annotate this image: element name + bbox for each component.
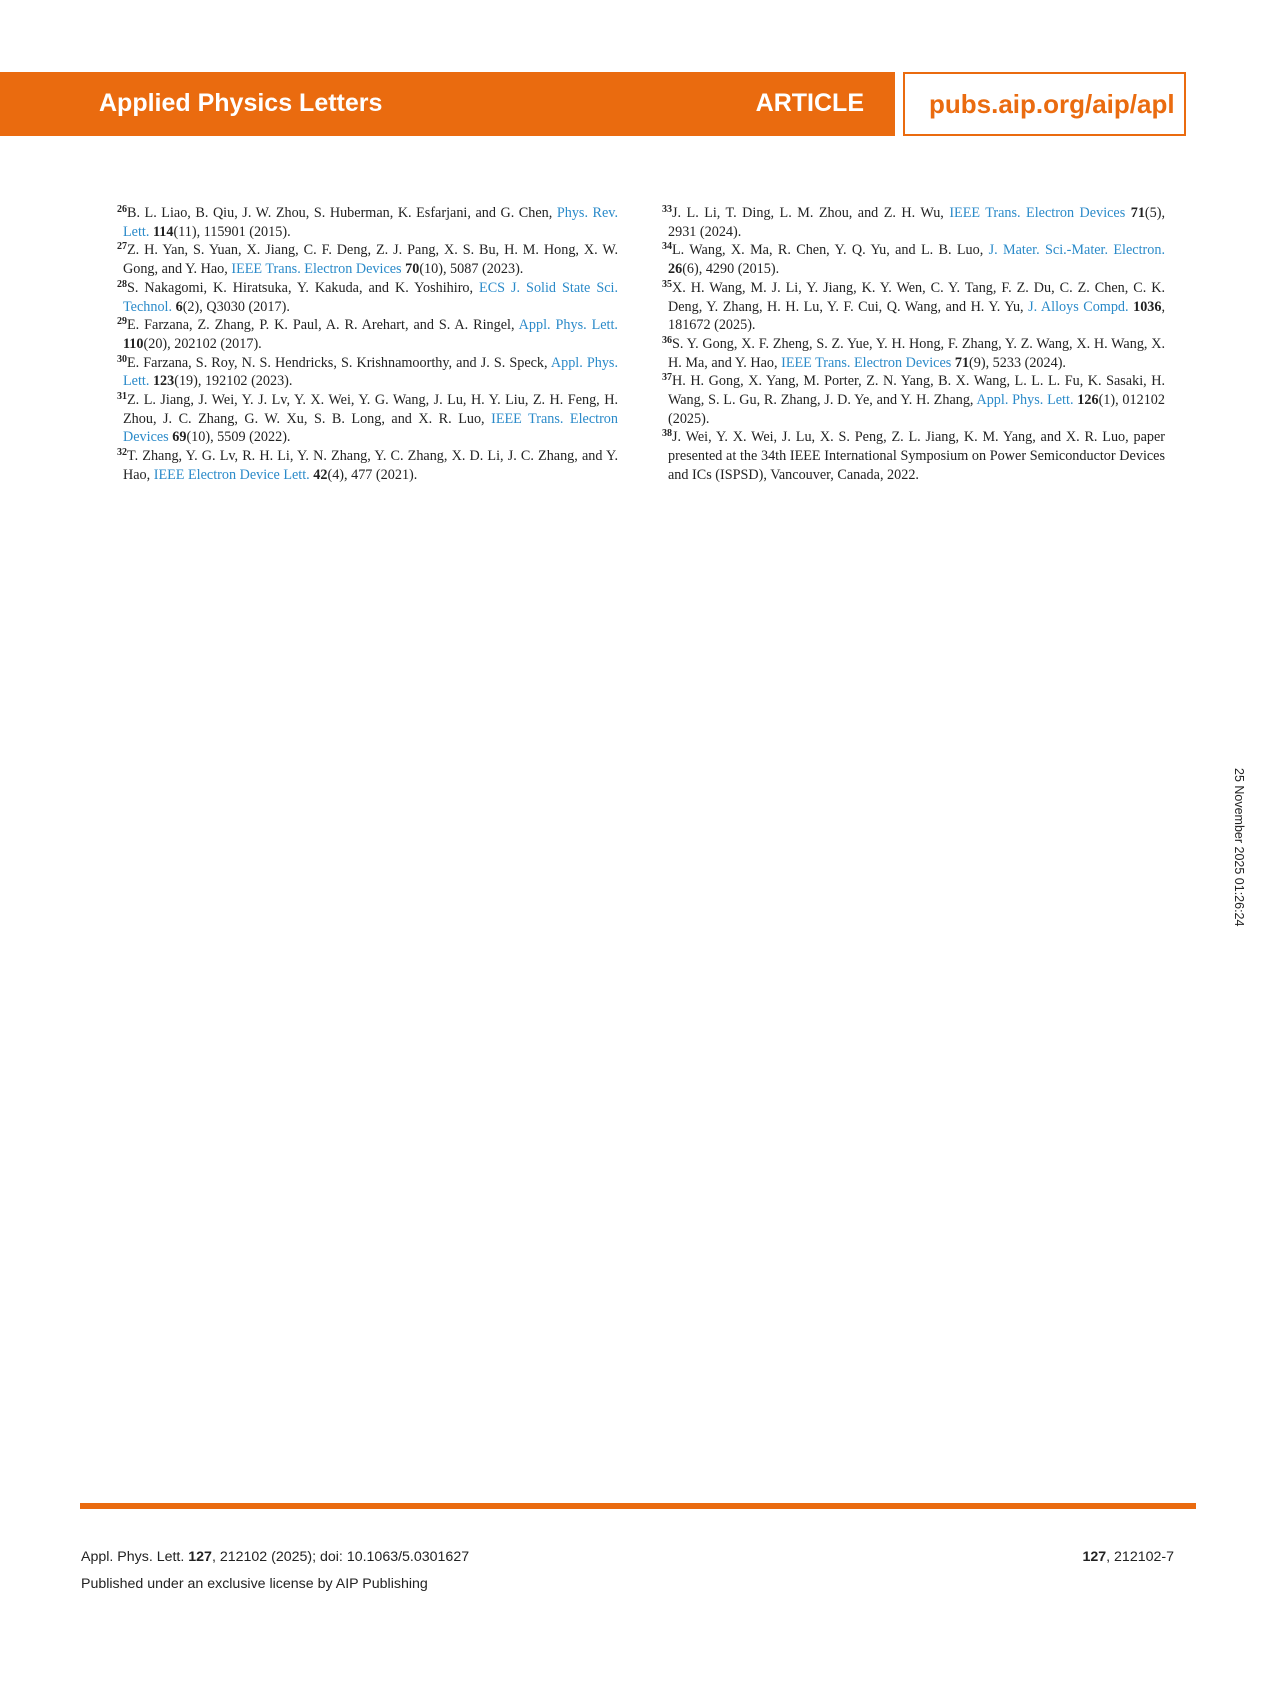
reference-details: (9), 5233 (2024).: [969, 354, 1066, 371]
footer-citation-volume: 127: [188, 1549, 212, 1565]
reference-item: [117, 353, 618, 391]
reference-volume: 69: [172, 429, 187, 446]
reference-details: (4), 477 (2021).: [327, 466, 418, 483]
reference-item: [117, 278, 618, 316]
article-label: ARTICLE: [755, 89, 864, 117]
reference-volume: 70: [405, 261, 420, 278]
reference-authors: J. Wei, Y. X. Wei, J. Lu, X. S. Peng, Z. L. Jiang, K. M. Yang, and X. R. Luo, paper presented at the 34th IEEE International Symposium on Power Semiconductor Devices and ICs (ISPSD), Vancouver, Canada, 2022.: [668, 429, 1165, 483]
references-right-column: [662, 204, 1166, 485]
reference-item: [117, 391, 618, 447]
reference-authors: L. Wang, X. Ma, R. Chen, Y. Q. Yu, and L. B. Luo,: [672, 242, 989, 259]
reference-number: 38: [662, 428, 672, 440]
reference-details: (19), 192102 (2023).: [174, 373, 293, 390]
reference-details: (20), 202102 (2017).: [143, 335, 262, 352]
reference-journal-link[interactable]: J. Alloys Compd.: [1028, 298, 1129, 315]
reference-journal-link[interactable]: Appl. Phys. Lett.: [518, 317, 618, 334]
reference-item: [662, 241, 1165, 278]
footer-page-id: , 212102-7: [1106, 1549, 1174, 1565]
reference-volume: 123: [152, 373, 175, 390]
reference-journal-link[interactable]: ECS J. Solid State Sci. Technol.: [123, 279, 618, 315]
journal-url-box[interactable]: [903, 72, 1186, 136]
download-timestamp: 25 November 2025 01:26:24: [1232, 768, 1246, 927]
reference-number: 36: [662, 334, 672, 346]
reference-number: 37: [662, 372, 672, 384]
reference-authors: B. L. Liao, B. Qiu, J. W. Zhou, S. Huberman, K. Esfarjani, and G. Chen,: [127, 205, 557, 221]
reference-volume: 71: [1130, 205, 1145, 221]
reference-item: [117, 241, 618, 278]
reference-authors: E. Farzana, S. Roy, N. S. Hendricks, S. Krishnamoorthy, and J. S. Speck,: [127, 354, 551, 371]
journal-header-bar: [0, 72, 895, 136]
reference-journal-link[interactable]: Phys. Rev. Lett.: [123, 205, 619, 240]
reference-journal-link[interactable]: J. Mater. Sci.-Mater. Electron.: [988, 242, 1165, 259]
reference-journal-link[interactable]: Appl. Phys. Lett.: [123, 354, 618, 390]
footer-divider: [80, 1503, 1196, 1509]
reference-details: , 181672 (2025).: [668, 298, 1166, 334]
reference-number: 34: [662, 241, 672, 253]
reference-details: (11), 115901 (2015).: [173, 223, 291, 240]
reference-number: 32: [117, 447, 127, 459]
reference-authors: J. L. Li, T. Ding, L. M. Zhou, and Z. H. Wu,: [672, 205, 950, 221]
reference-volume: 26: [668, 261, 683, 278]
reference-details: (2), Q3030 (2017).: [182, 298, 290, 315]
reference-number: 27: [117, 241, 127, 253]
reference-authors: Z. L. Jiang, J. Wei, Y. J. Lv, Y. X. Wei, Y. G. Wang, J. Lu, H. Y. Liu, Z. H. Feng, H. Zhou, J. C. Zhang, G. W. Xu, S. B. Long, and X. R. Luo,: [123, 392, 618, 427]
footer-citation-doi: , 212102 (2025); doi: 10.1063/5.0301627: [211, 1549, 470, 1565]
footer-citation: [81, 1549, 469, 1565]
reference-number: 26: [117, 204, 127, 215]
reference-item: [662, 334, 1165, 372]
reference-journal-link[interactable]: IEEE Electron Device Lett.: [153, 466, 310, 483]
reference-number: 29: [117, 316, 127, 328]
reference-number: 28: [117, 278, 127, 290]
reference-authors: E. Farzana, Z. Zhang, P. K. Paul, A. R. Arehart, and S. A. Ringel,: [127, 317, 519, 334]
reference-journal-link[interactable]: Appl. Phys. Lett.: [976, 392, 1074, 409]
reference-details: (10), 5509 (2022).: [186, 429, 291, 446]
footer-license: Published under an exclusive license by AIP Publishing: [81, 1576, 428, 1592]
reference-details: (10), 5087 (2023).: [419, 261, 524, 278]
reference-volume: 114: [152, 223, 174, 240]
reference-number: 33: [662, 204, 672, 215]
reference-item: [117, 204, 619, 241]
reference-volume: 6: [175, 298, 183, 315]
reference-journal-link[interactable]: IEEE Trans. Electron Devices: [123, 410, 618, 446]
reference-authors: H. H. Gong, X. Yang, M. Porter, Z. N. Yang, B. X. Wang, L. L. L. Fu, K. Sasaki, H. Wang, S. L. Gu, R. Zhang, J. D. Ye, and Y. H. Zhang,: [668, 373, 1165, 409]
reference-authors: T. Zhang, Y. G. Lv, R. H. Li, Y. N. Zhang, Y. C. Zhang, X. D. Li, J. C. Zhang, and Y. Hao,: [123, 448, 618, 483]
reference-journal-link[interactable]: IEEE Trans. Electron Devices: [231, 261, 402, 278]
reference-volume: 71: [954, 354, 970, 371]
footer-page-volume: 127: [1082, 1549, 1107, 1565]
footer-page-number: [1082, 1549, 1174, 1565]
reference-authors: S. Y. Gong, X. F. Zheng, S. Z. Yue, Y. H. Hong, F. Zhang, Y. Z. Wang, X. H. Wang, X. H. Ma, and Y. Hao,: [668, 335, 1165, 371]
reference-authors: S. Nakagomi, K. Hiratsuka, Y. Kakuda, and K. Yoshihiro,: [127, 279, 480, 296]
reference-item: [662, 372, 1165, 428]
reference-details: (6), 4290 (2015).: [682, 261, 780, 278]
reference-authors: X. H. Wang, M. J. Li, Y. Jiang, K. Y. Wen, C. Y. Tang, F. Z. Du, C. Z. Chen, C. K. Deng, Y. Zhang, H. H. Lu, Y. F. Cui, Q. Wang, and H. Y. Yu,: [668, 279, 1165, 315]
reference-volume: 110: [123, 335, 144, 352]
footer-citation-prefix: Appl. Phys. Lett.: [81, 1549, 189, 1565]
reference-item: [117, 316, 618, 353]
references-left-column: [117, 204, 619, 485]
journal-title: Applied Physics Letters: [99, 89, 383, 117]
reference-volume: 42: [313, 466, 328, 483]
reference-journal-link[interactable]: IEEE Trans. Electron Devices: [781, 354, 952, 371]
reference-number: 31: [117, 391, 127, 403]
reference-journal-link[interactable]: IEEE Trans. Electron Devices: [949, 205, 1126, 221]
reference-details: (5), 2931 (2024).: [668, 205, 1166, 240]
reference-authors: Z. H. Yan, S. Yuan, X. Jiang, C. F. Deng, Z. J. Pang, X. S. Bu, H. M. Hong, X. W. Gong, and Y. Hao,: [123, 242, 618, 278]
reference-details: (1), 012102 (2025).: [668, 392, 1165, 427]
reference-volume: 1036: [1133, 298, 1162, 315]
reference-number: 35: [662, 278, 672, 290]
reference-item: [662, 428, 1165, 484]
journal-url-link[interactable]: pubs.aip.org/aip/apl: [929, 89, 1175, 119]
reference-item: [662, 278, 1166, 335]
reference-item: [117, 447, 618, 484]
reference-volume: 126: [1077, 392, 1099, 409]
reference-number: 30: [117, 353, 127, 365]
reference-item: [662, 204, 1166, 241]
